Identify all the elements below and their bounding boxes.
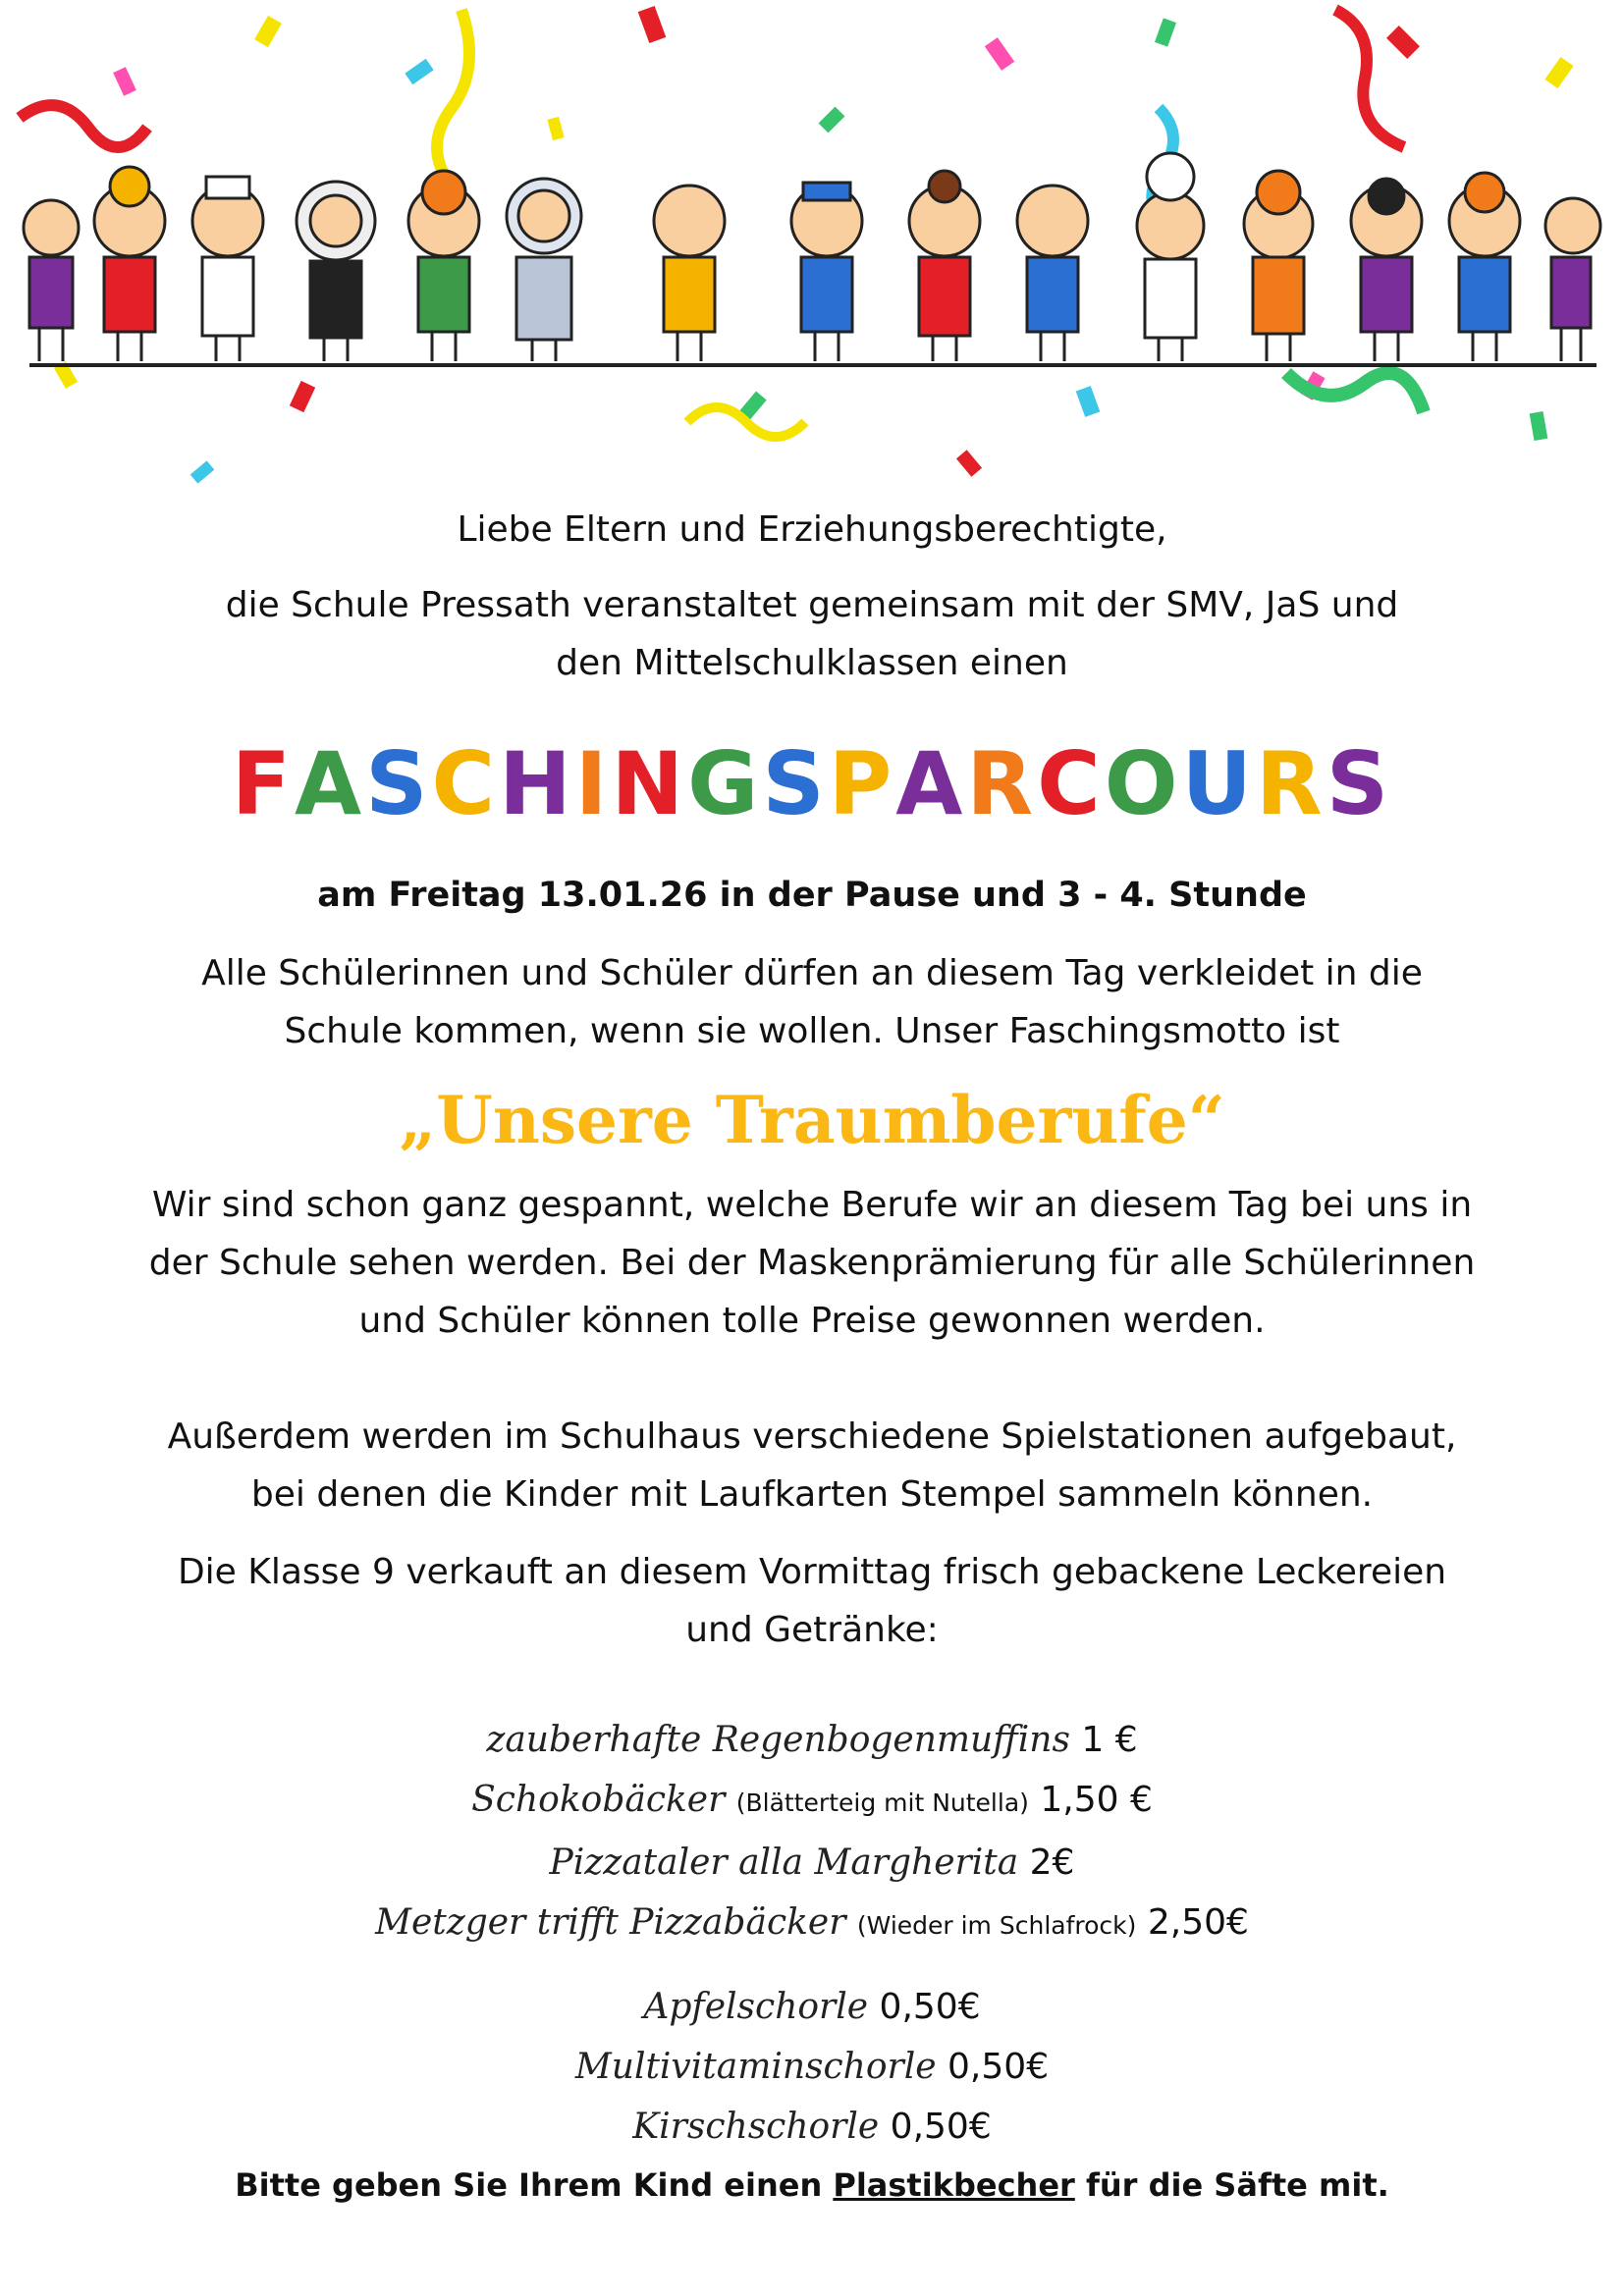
drink-price: 0,50€ [890,2107,992,2147]
title-letter: F [231,733,295,834]
food-item [98,1893,1526,1955]
flyer-content [98,501,1526,2245]
title-letter: A [895,733,967,834]
title-letter: N [611,733,688,834]
games-line-1: Außerdem werden im Schulhaus verschiedene Spielstationen aufgebaut, [167,1416,1457,1457]
sale-line-2: und Getränke: [685,1610,939,1650]
food-name: Metzger trifft Pizzabäcker [375,1902,846,1943]
food-name: Schokobäcker [471,1780,726,1820]
title-letter: O [1104,733,1182,834]
title-letter: U [1181,733,1256,834]
drinks-menu [98,1977,1526,2157]
food-price: 1,50 € [1040,1780,1153,1820]
title-letter: G [687,733,763,834]
food-item [98,1833,1526,1893]
costume-line-1: Alle Schülerinnen und Schüler dürfen an diesem Tag verkleidet in die [201,953,1423,993]
cup-reminder-after: für die Säfte mit. [1085,2166,1389,2204]
food-note: (Blätterteig mit Nutella) [735,1789,1029,1817]
drink-name: Multivitaminschorle [574,2047,937,2087]
drink-price: 0,50€ [947,2047,1050,2087]
sale-line-1: Die Klasse 9 verkauft an diesem Vormittag frisch gebackene Leckereien [177,1552,1447,1592]
greeting: Liebe Eltern und Erziehungsberechtigte, [457,509,1167,550]
cup-reminder-underlined: Plastikbecher [833,2166,1075,2204]
title-letter: S [762,733,829,834]
costumed-children-banner [0,0,1624,510]
food-price: 2,50€ [1147,1902,1249,1943]
drink-name: Apfelschorle [643,1987,869,2027]
food-name: Pizzataler alla Margherita [549,1842,1019,1883]
title-letter: A [294,733,366,834]
title-letter: P [828,733,896,834]
games-line-2: bei denen die Kinder mit Laufkarten Stempel sammeln können. [250,1474,1374,1515]
food-name: zauberhafte Regenbogenmuffins [486,1720,1070,1760]
cup-reminder-before: Bitte geben Sie Ihrem Kind einen [235,2166,823,2204]
expectation-line-2: der Schule sehen werden. Bei der Maskenprämierung für alle Schülerinnen [148,1243,1476,1283]
title-letter: S [1326,733,1393,834]
food-price: 2€ [1029,1842,1075,1883]
food-item [98,1770,1526,1833]
title-letter: C [431,733,500,834]
expectation-line-3: und Schüler können tolle Preise gewonnen werden. [358,1301,1266,1341]
food-menu [98,1710,1526,1955]
title-letter: S [365,733,432,834]
title-letter: R [966,733,1038,834]
drink-item [98,2097,1526,2157]
title-letter: C [1037,733,1105,834]
event-date: am Freitag 13.01.26 in der Pause und 3 - 4. Stunde [317,876,1307,915]
motto: „Unsere Traumberufe“ [399,1082,1225,1158]
drink-price: 0,50€ [879,1987,981,2027]
food-item [98,1710,1526,1770]
drink-item [98,1977,1526,2037]
food-note: (Wieder im Schlafrock) [856,1911,1137,1940]
drink-name: Kirschschorle [632,2107,880,2147]
children-row [24,153,1600,361]
title-letter: H [499,733,575,834]
costume-line-2: Schule kommen, wenn sie wollen. Unser Faschingsmotto ist [284,1011,1340,1051]
intro-line-1: die Schule Pressath veranstaltet gemeinsam mit der SMV, JaS und [225,585,1399,625]
expectation-line-1: Wir sind schon ganz gespannt, welche Berufe wir an diesem Tag bei uns in [151,1185,1473,1225]
food-price: 1 € [1081,1720,1138,1760]
title-letter: R [1256,733,1326,834]
event-title [98,735,1526,833]
title-letter: I [574,733,612,834]
intro-line-2: den Mittelschulklassen einen [556,643,1068,683]
drink-item [98,2037,1526,2097]
cup-reminder [98,2157,1526,2214]
